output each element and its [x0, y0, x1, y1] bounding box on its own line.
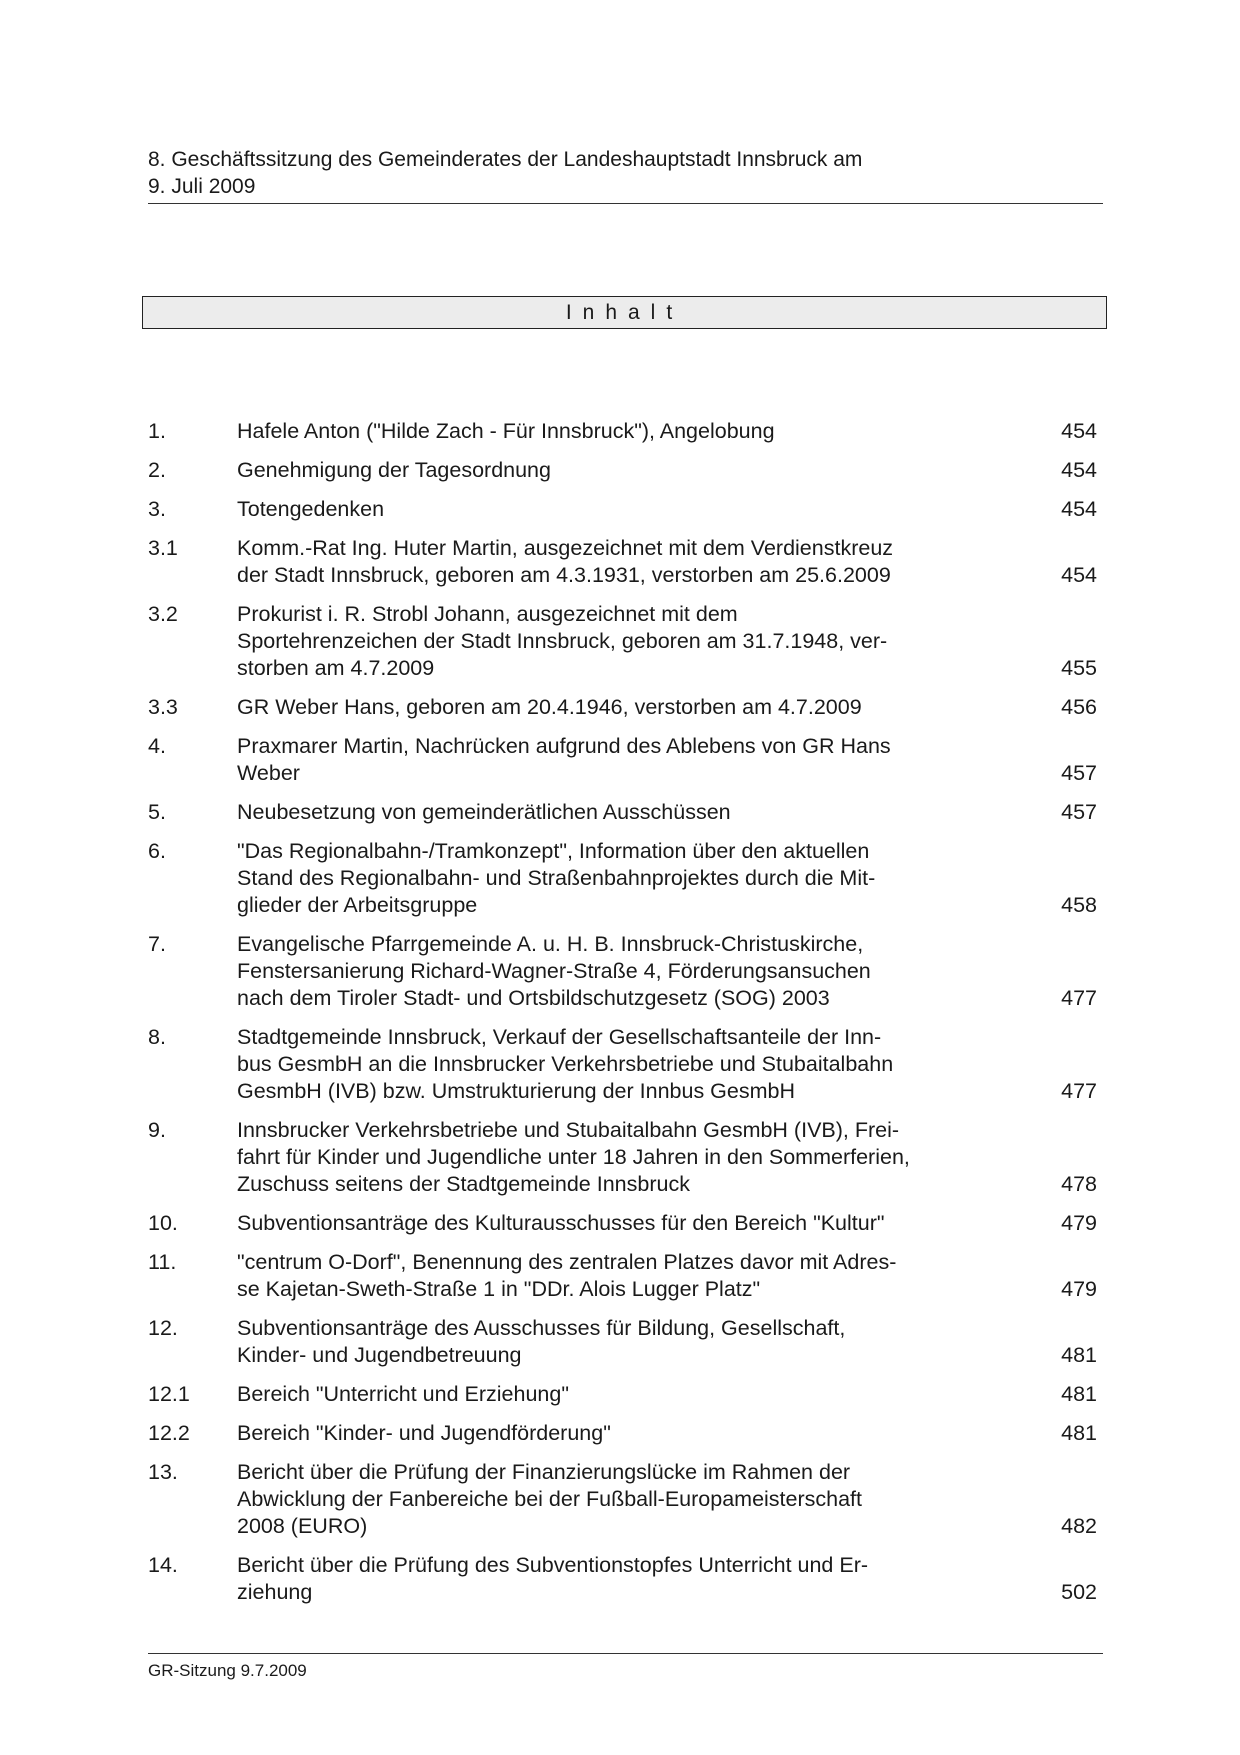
- toc-entry-title: [237, 694, 1027, 721]
- toc-entry-title-line: Praxmarer Martin, Nachrücken aufgrund des Ablebens von GR Hans: [237, 734, 891, 758]
- toc-entry-number: 3.1: [148, 536, 178, 560]
- toc-entry: [148, 1210, 1103, 1237]
- toc-entry-page: 502: [1061, 1580, 1097, 1604]
- toc-entry: [148, 799, 1103, 826]
- toc-entry-number: 4.: [148, 734, 166, 758]
- footer-divider: [148, 1653, 1103, 1654]
- toc-entry-title: [237, 418, 1027, 445]
- toc-entry-title: [237, 838, 1027, 919]
- toc-entry: [148, 694, 1103, 721]
- toc-entry-page: 458: [1061, 893, 1097, 917]
- toc-entry: [148, 931, 1103, 1012]
- toc-entry-number: 6.: [148, 839, 166, 863]
- toc-entry: [148, 496, 1103, 523]
- footer-text: GR-Sitzung 9.7.2009: [148, 1661, 307, 1680]
- toc-entry-title: [237, 1024, 1027, 1105]
- section-title: Inhalt: [565, 300, 684, 324]
- toc-entry-title-line: Innsbrucker Verkehrsbetriebe und Stubaitalbahn GesmbH (IVB), Frei-: [237, 1118, 900, 1142]
- toc-entry: [148, 1315, 1103, 1369]
- toc-entry-title-line: GR Weber Hans, geboren am 20.4.1946, verstorben am 4.7.2009: [237, 695, 862, 719]
- toc-entry-title-line: der Stadt Innsbruck, geboren am 4.3.1931, verstorben am 25.6.2009: [237, 563, 891, 587]
- toc-entry-title: [237, 799, 1027, 826]
- toc-entry-title-line: Totengedenken: [237, 497, 385, 521]
- toc-entry-title: [237, 931, 1027, 1012]
- toc-entry-title-line: Bericht über die Prüfung des Subventionstopfes Unterricht und Er-: [237, 1553, 869, 1577]
- toc-entry-title-line: GesmbH (IVB) bzw. Umstrukturierung der Innbus GesmbH: [237, 1079, 795, 1103]
- toc-entry-title-line: fahrt für Kinder und Jugendliche unter 18 Jahren in den Sommerferien,: [237, 1145, 910, 1169]
- toc-entry-page: 454: [1061, 419, 1097, 443]
- toc-entry: [148, 601, 1103, 682]
- toc-entry: [148, 418, 1103, 445]
- toc-entry-page: 457: [1061, 761, 1097, 785]
- toc-entry-page: 479: [1061, 1211, 1097, 1235]
- toc-entry-title: [237, 733, 1027, 787]
- toc-entry-title-line: nach dem Tiroler Stadt- und Ortsbildschutzgesetz (SOG) 2003: [237, 986, 830, 1010]
- toc-entry-page: 481: [1061, 1343, 1097, 1367]
- toc-entry-number: 3.2: [148, 602, 178, 626]
- toc-entry-title: [237, 1420, 1027, 1447]
- toc-entry-number: 12.1: [148, 1382, 190, 1406]
- toc-entry-title-line: Bereich "Unterricht und Erziehung": [237, 1382, 569, 1406]
- toc-entry-title-line: ziehung: [237, 1580, 313, 1604]
- toc-entry: [148, 1117, 1103, 1198]
- toc-entry-number: 12.2: [148, 1421, 190, 1445]
- toc-entry-title-line: Genehmigung der Tagesordnung: [237, 458, 551, 482]
- toc-entry-page: 454: [1061, 497, 1097, 521]
- toc-entry-title-line: Hafele Anton ("Hilde Zach - Für Innsbruck"), Angelobung: [237, 419, 775, 443]
- toc-entry-title: [237, 496, 1027, 523]
- toc-entry: [148, 838, 1103, 919]
- document-header: [148, 146, 1103, 200]
- toc-entry-number: 10.: [148, 1211, 178, 1235]
- toc-entry-title-line: Sportehrenzeichen der Stadt Innsbruck, geboren am 31.7.1948, ver-: [237, 629, 888, 653]
- toc-entry-number: 2.: [148, 458, 166, 482]
- toc-entry: [148, 535, 1103, 589]
- toc-entry-title-line: Bericht über die Prüfung der Finanzierungslücke im Rahmen der: [237, 1460, 851, 1484]
- toc-entry-number: 12.: [148, 1316, 178, 1340]
- toc-entry-number: 7.: [148, 932, 166, 956]
- toc-entry-title: [237, 1210, 1027, 1237]
- toc-entry: [148, 1381, 1103, 1408]
- toc-entry-title-line: Zuschuss seitens der Stadtgemeinde Innsbruck: [237, 1172, 690, 1196]
- toc-entry-page: 454: [1061, 458, 1097, 482]
- toc-entry-number: 8.: [148, 1025, 166, 1049]
- toc-entry: [148, 733, 1103, 787]
- toc-entry-title-line: 2008 (EURO): [237, 1514, 368, 1538]
- toc-entry-number: 5.: [148, 800, 166, 824]
- toc-entry-title-line: Subventionsanträge des Ausschusses für Bildung, Gesellschaft,: [237, 1316, 846, 1340]
- toc-entry: [148, 457, 1103, 484]
- toc-entry-title: [237, 1381, 1027, 1408]
- toc-entry-number: 1.: [148, 419, 166, 443]
- toc-entry-title-line: "centrum O-Dorf", Benennung des zentralen Platzes davor mit Adres-: [237, 1250, 897, 1274]
- toc-entry-title: [237, 1249, 1027, 1303]
- toc-entry-title-line: Kinder- und Jugendbetreuung: [237, 1343, 522, 1367]
- table-of-contents: [148, 418, 1103, 1618]
- toc-entry: [148, 1459, 1103, 1540]
- toc-entry-number: 3.: [148, 497, 166, 521]
- toc-entry-title: [237, 457, 1027, 484]
- toc-entry-page: 454: [1061, 563, 1097, 587]
- header-line-1: 8. Geschäftssitzung des Gemeinderates der Landeshauptstadt Innsbruck am: [148, 148, 863, 171]
- toc-entry-page: 456: [1061, 695, 1097, 719]
- toc-entry-title-line: storben am 4.7.2009: [237, 656, 435, 680]
- toc-entry: [148, 1024, 1103, 1105]
- toc-entry-page: 479: [1061, 1277, 1097, 1301]
- toc-entry-page: 477: [1061, 986, 1097, 1010]
- toc-entry: [148, 1249, 1103, 1303]
- toc-entry-number: 9.: [148, 1118, 166, 1142]
- toc-entry-title: [237, 1117, 1027, 1198]
- toc-entry-title-line: Neubesetzung von gemeinderätlichen Ausschüssen: [237, 800, 731, 824]
- toc-entry-page: 482: [1061, 1514, 1097, 1538]
- toc-entry-title-line: Bereich "Kinder- und Jugendförderung": [237, 1421, 611, 1445]
- toc-entry-title-line: Prokurist i. R. Strobl Johann, ausgezeichnet mit dem: [237, 602, 738, 626]
- toc-entry-page: 481: [1061, 1421, 1097, 1445]
- header-divider: [148, 203, 1103, 204]
- toc-entry-title: [237, 535, 1027, 589]
- toc-entry-title-line: Evangelische Pfarrgemeinde A. u. H. B. Innsbruck-Christuskirche,: [237, 932, 864, 956]
- toc-entry-title: [237, 1315, 1027, 1369]
- toc-entry: [148, 1552, 1103, 1606]
- header-line-2: 9. Juli 2009: [148, 175, 256, 198]
- toc-entry-title-line: Stadtgemeinde Innsbruck, Verkauf der Gesellschaftsanteile der Inn-: [237, 1025, 882, 1049]
- toc-entry-title-line: Stand des Regionalbahn- und Straßenbahnprojektes durch die Mit-: [237, 866, 876, 890]
- toc-entry-page: 478: [1061, 1172, 1097, 1196]
- toc-entry-title-line: glieder der Arbeitsgruppe: [237, 893, 478, 917]
- toc-entry-page: 457: [1061, 800, 1097, 824]
- toc-entry-title: [237, 1459, 1027, 1540]
- toc-entry-page: 455: [1061, 656, 1097, 680]
- toc-entry-number: 13.: [148, 1460, 178, 1484]
- toc-entry-title-line: Abwicklung der Fanbereiche bei der Fußball-Europameisterschaft: [237, 1487, 863, 1511]
- toc-entry-title-line: Komm.-Rat Ing. Huter Martin, ausgezeichnet mit dem Verdienstkreuz: [237, 536, 894, 560]
- toc-entry-title-line: Fenstersanierung Richard-Wagner-Straße 4, Förderungsansuchen: [237, 959, 871, 983]
- toc-entry-title-line: Weber: [237, 761, 300, 785]
- toc-entry-page: 481: [1061, 1382, 1097, 1406]
- toc-entry-title-line: bus GesmbH an die Innsbrucker Verkehrsbetriebe und Stubaitalbahn: [237, 1052, 894, 1076]
- toc-entry-title-line: Subventionsanträge des Kulturausschusses für den Bereich "Kultur": [237, 1211, 885, 1235]
- toc-entry-number: 11.: [148, 1250, 177, 1274]
- toc-entry-page: 477: [1061, 1079, 1097, 1103]
- section-title-box: [142, 296, 1107, 329]
- toc-entry-title: [237, 1552, 1027, 1606]
- toc-entry-number: 3.3: [148, 695, 178, 719]
- toc-entry-number: 14.: [148, 1553, 178, 1577]
- toc-entry: [148, 1420, 1103, 1447]
- toc-entry-title-line: se Kajetan-Sweth-Straße 1 in "DDr. Alois Lugger Platz": [237, 1277, 761, 1301]
- toc-entry-title-line: "Das Regionalbahn-/Tramkonzept", Information über den aktuellen: [237, 839, 870, 863]
- toc-entry-title: [237, 601, 1027, 682]
